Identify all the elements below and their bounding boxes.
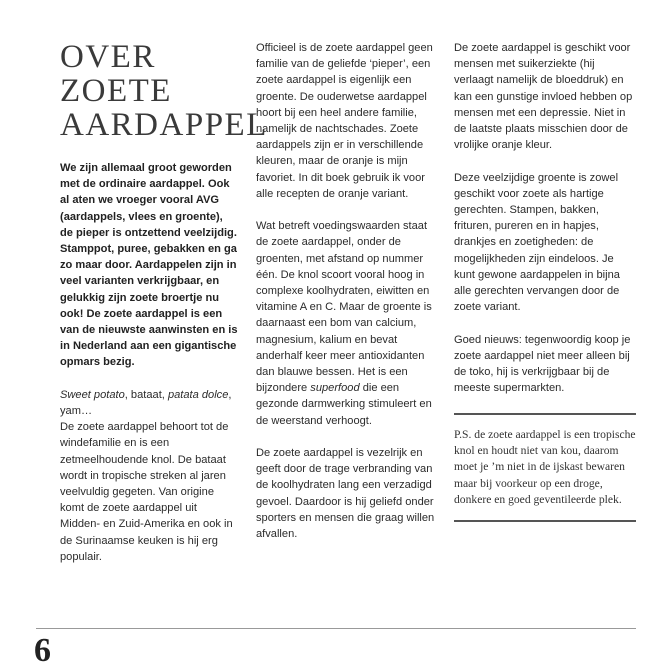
nutrition-paragraph bbox=[256, 218, 436, 429]
names-paragraph bbox=[60, 387, 238, 419]
nutrition-text-a: Wat betreft voedingswaarden staat de zoete aardappel, onder de groenten, met afstand op nummer één. De knol scoort vooral hoog in complexe koolhydraten, eiwitten en vitamine A en C. Maar de groente is daarnaast een bom van calcium, magnesium, kalium en bevat anderhalf keer meer antioxidanten dan blauwe bessen. Het is een bijzondere bbox=[256, 220, 432, 395]
versatility-paragraph: Deze veelzijdige groente is zowel geschikt voor zoete als hartige gerechten. Stampen, bakken, frituren, pureren en in hapjes, drankjes en zoetigheden: de mogelijkheden zijn eindeloos. Je kunt gewone aardappelen in bijna alle gerechten vervangen door de zoete variant. bbox=[454, 171, 620, 314]
health-paragraph: De zoete aardappel is geschikt voor mensen met suikerziekte (hij verlaagt namelijk de bloeddruk) en kan een gunstige invloed hebben op mensen met een depressie. Niet in de laatste plaats misschien door de vrolijke oranje kleur. bbox=[454, 42, 633, 152]
intro-paragraph: We zijn allemaal groot geworden met de ordinaire aardappel. Ook al aten we vroeger vooral AVG (aardappels, vlees en groente), de pieper is ontzettend veelzijdig. Stamppot, puree, gebakken en ga zo maar door. Aardappelen zijn in veel varianten verkrijgbaar, en gelukkig zijn zoete broertje nu ook! De zoete aardappel is een van de nieuwste aanwinsten en is in Nederland aan een gigantische opmars bezig. bbox=[60, 162, 238, 369]
ps-box bbox=[454, 413, 636, 522]
origin-paragraph: De zoete aardappel behoort tot de windefamilie en is een zetmeelhoudende knol. De bataat wordt in tropische streken al jaren veelvuldig gegeten. Van origine komt de zoete aardappel uit Midden- en Zuid-Amerika en ook in de Surinaamse keuken is hij erg populair. bbox=[60, 421, 233, 563]
title-line-1: OVER ZOETE bbox=[60, 39, 172, 109]
superfood-term: superfood bbox=[310, 382, 360, 395]
footer-rule bbox=[36, 628, 636, 629]
page-number: 6 bbox=[34, 632, 51, 669]
column-1 bbox=[60, 39, 268, 581]
column-3 bbox=[454, 40, 636, 522]
availability-paragraph: Goed nieuws: tegenwoordig koop je zoete aardappel niet meer alleen bij de toko, hij is verkrijgbaar bij de meeste supermarkten. bbox=[454, 333, 631, 395]
column-2 bbox=[256, 40, 436, 558]
ps-text: P.S. de zoete aardappel is een tropische knol en houdt niet van kou, daarom moet je ’m niet in de ijskast bewaren maar bij voorkeur op een droge, donkere en goed geventileerde plek. bbox=[454, 427, 636, 506]
name-sweet-potato: Sweet potato bbox=[60, 388, 125, 401]
title-line-2: AARDAPPEL bbox=[60, 107, 268, 143]
name-patata-dolce: patata dolce bbox=[167, 388, 229, 401]
name-rest: , yam… bbox=[60, 388, 232, 418]
nutrition-text-b: die een gezonde darmwerking stimuleert en de weerstand verhoogt. bbox=[256, 382, 432, 427]
page-title bbox=[60, 39, 268, 143]
family-paragraph: Officieel is de zoete aardappel geen familie van de geliefde ‘pieper’, een zoete aardappel is eigenlijk een groente. De ouderwetse aardappel hoort bij een heel andere familie, namelijk de nachtschades. Zoete aardappels zijn er in verschillende kleuren, maar de oranje is mijn favoriet. In dit boek gebruik ik voor alle recepten de oranje variant. bbox=[256, 42, 433, 200]
name-separator: , bataat, bbox=[124, 388, 168, 401]
fiber-paragraph: De zoete aardappel is vezelrijk en geeft door de trage verbranding van de koolhydraten lang een verzadigd gevoel. Daardoor is hij geliefd onder sporters en mensen die graag willen afvallen. bbox=[256, 447, 435, 541]
